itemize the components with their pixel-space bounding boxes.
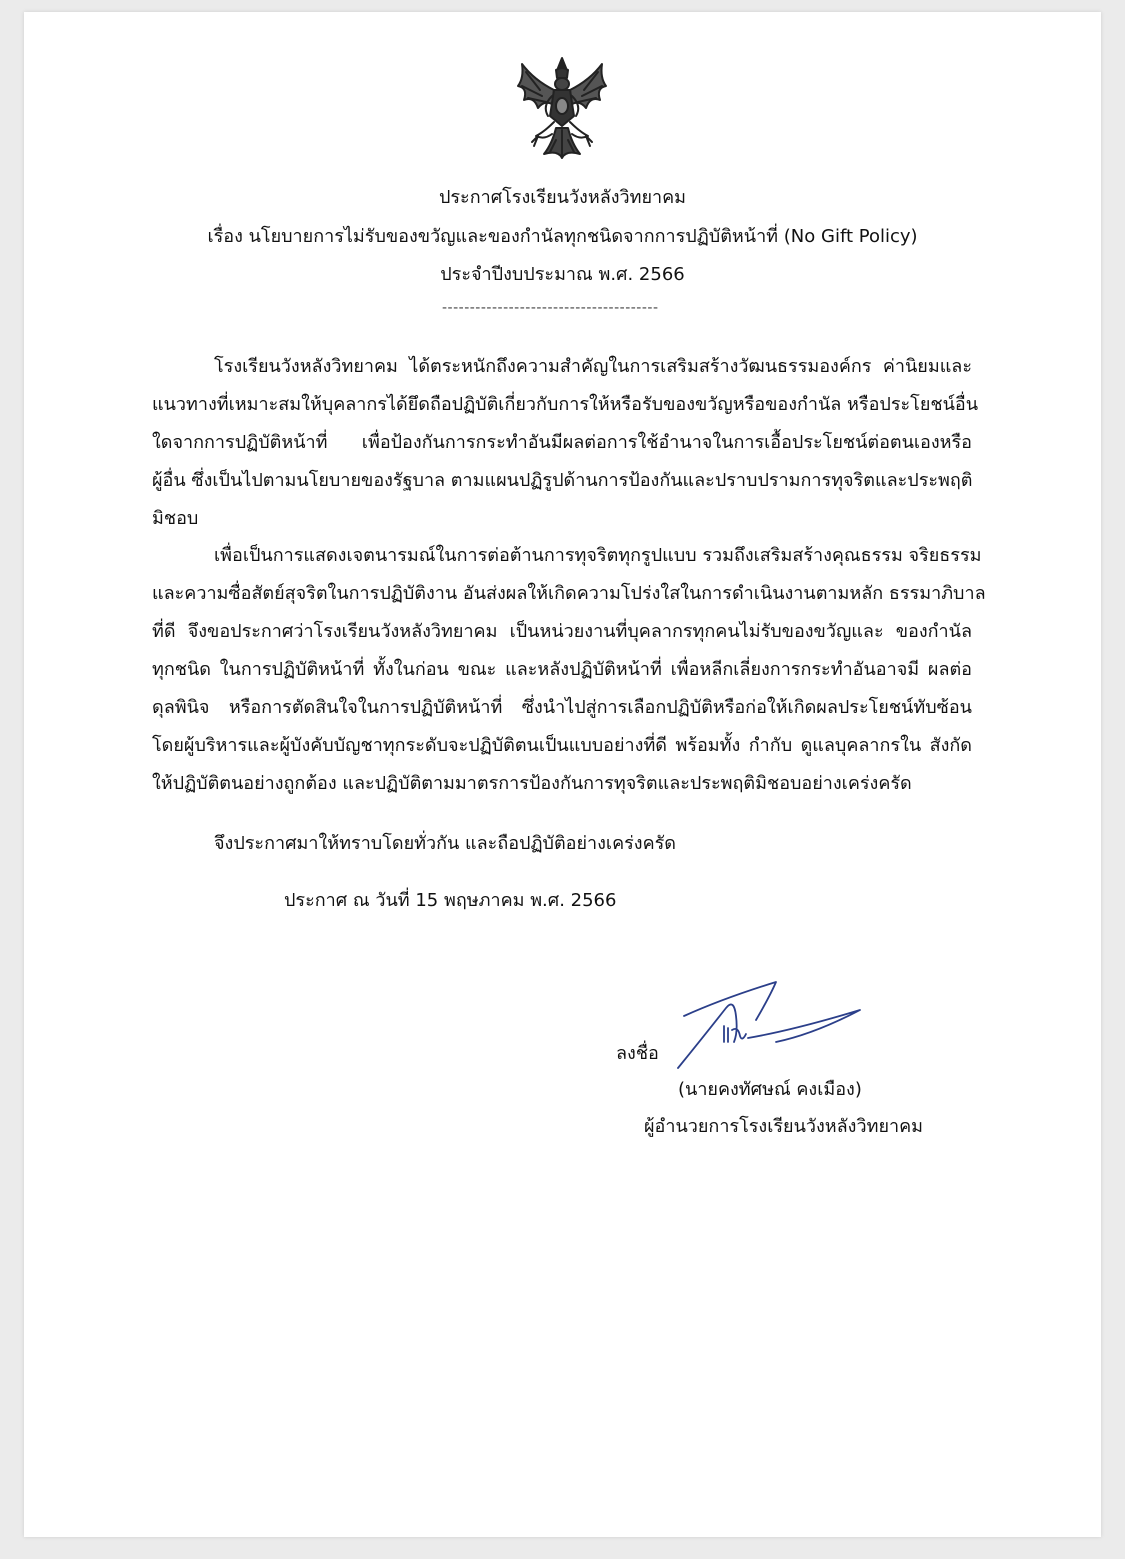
paragraph-2-line: และความซื่อสัตย์สุจริตในการปฏิบัติงาน อันส่งผลให้เกิดความโปร่งใสในการดำเนินงานตามหลัก ธรรมาภิบาล xyxy=(152,583,986,604)
header-divider: --------------------------------------- xyxy=(442,300,659,316)
signature-label: ลงชื่อ xyxy=(616,1043,659,1064)
paragraph-2-line: โดยผู้บริหารและผู้บังคับบัญชาทุกระดับจะปฏิบัติตนเป็นแบบอย่างที่ดี พร้อมทั้ง กำกับ ดูแลบุคลากรใน สังกัด xyxy=(152,735,972,756)
garuda-emblem-icon xyxy=(514,56,610,162)
handwritten-signature xyxy=(664,976,864,1076)
fiscal-year: ประจำปีงบประมาณ พ.ศ. 2566 xyxy=(440,264,685,285)
paragraph-2-line: ดุลพินิจ หรือการตัดสินใจในการปฏิบัติหน้าที่ ซึ่งนำไปสู่การเลือกปฏิบัติหรือก่อให้เกิดผลประโยชน์ทับซ้อน xyxy=(152,697,972,718)
signatory-name: (นายคงทัศษณ์ คงเมือง) xyxy=(678,1079,862,1100)
paragraph-1-line: มิชอบ xyxy=(152,508,199,529)
paragraph-2-line: ให้ปฏิบัติตนอย่างถูกต้อง และปฏิบัติตามมาตรการป้องกันการทุจริตและประพฤติมิชอบอย่างเคร่งครัด xyxy=(152,773,912,794)
announcement-title: ประกาศโรงเรียนวังหลังวิทยาคม xyxy=(438,187,687,208)
paragraph-2-line: เพื่อเป็นการแสดงเจตนารมณ์ในการต่อต้านการทุจริตทุกรูปแบบ รวมถึงเสริมสร้างคุณธรรม จริยธรรม xyxy=(214,545,982,566)
closing-statement: จึงประกาศมาให้ทราบโดยทั่วกัน และถือปฏิบัติอย่างเคร่งครัด xyxy=(214,833,676,854)
announcement-subject: เรื่อง นโยบายการไม่รับของขวัญและของกำนัลทุกชนิดจากการปฏิบัติหน้าที่ (No Gift Policy) xyxy=(207,226,918,247)
paragraph-1-line: ผู้อื่น ซึ่งเป็นไปตามนโยบายของรัฐบาล ตามแผนปฏิรูปด้านการป้องกันและปราบปรามการทุจริตและประพฤติ xyxy=(152,470,973,491)
paragraph-2-line: ทุกชนิด ในการปฏิบัติหน้าที่ ทั้งในก่อน ขณะ และหลังปฏิบัติหน้าที่ เพื่อหลีกเลี่ยงการกระทำอันอาจมี ผลต่อ xyxy=(152,659,972,680)
paragraph-1-line: ใดจากการปฏิบัติหน้าที่ เพื่อป้องกันการกระทำอันมีผลต่อการใช้อำนาจในการเอื้อประโยชน์ต่อตนเองหรือ xyxy=(152,432,972,453)
paragraph-1-line: แนวทางที่เหมาะสมให้บุคลากรได้ยึดถือปฏิบัติเกี่ยวกับการให้หรือรับของขวัญหรือของกำนัล หรือประโยชน์อื่น xyxy=(152,394,979,415)
announcement-date: ประกาศ ณ วันที่ 15 พฤษภาคม พ.ศ. 2566 xyxy=(284,890,617,911)
paragraph-2-line: ที่ดี จึงขอประกาศว่าโรงเรียนวังหลังวิทยาคม เป็นหน่วยงานที่บุคลากรทุกคนไม่รับของขวัญและ ของกำนัล xyxy=(152,621,972,642)
paragraph-1-line: โรงเรียนวังหลังวิทยาคม ได้ตระหนักถึงความสำคัญในการเสริมสร้างวัฒนธรรมองค์กร ค่านิยมและ xyxy=(214,356,972,377)
signatory-position: ผู้อำนวยการโรงเรียนวังหลังวิทยาคม xyxy=(644,1116,924,1137)
document-page xyxy=(24,12,1101,1537)
